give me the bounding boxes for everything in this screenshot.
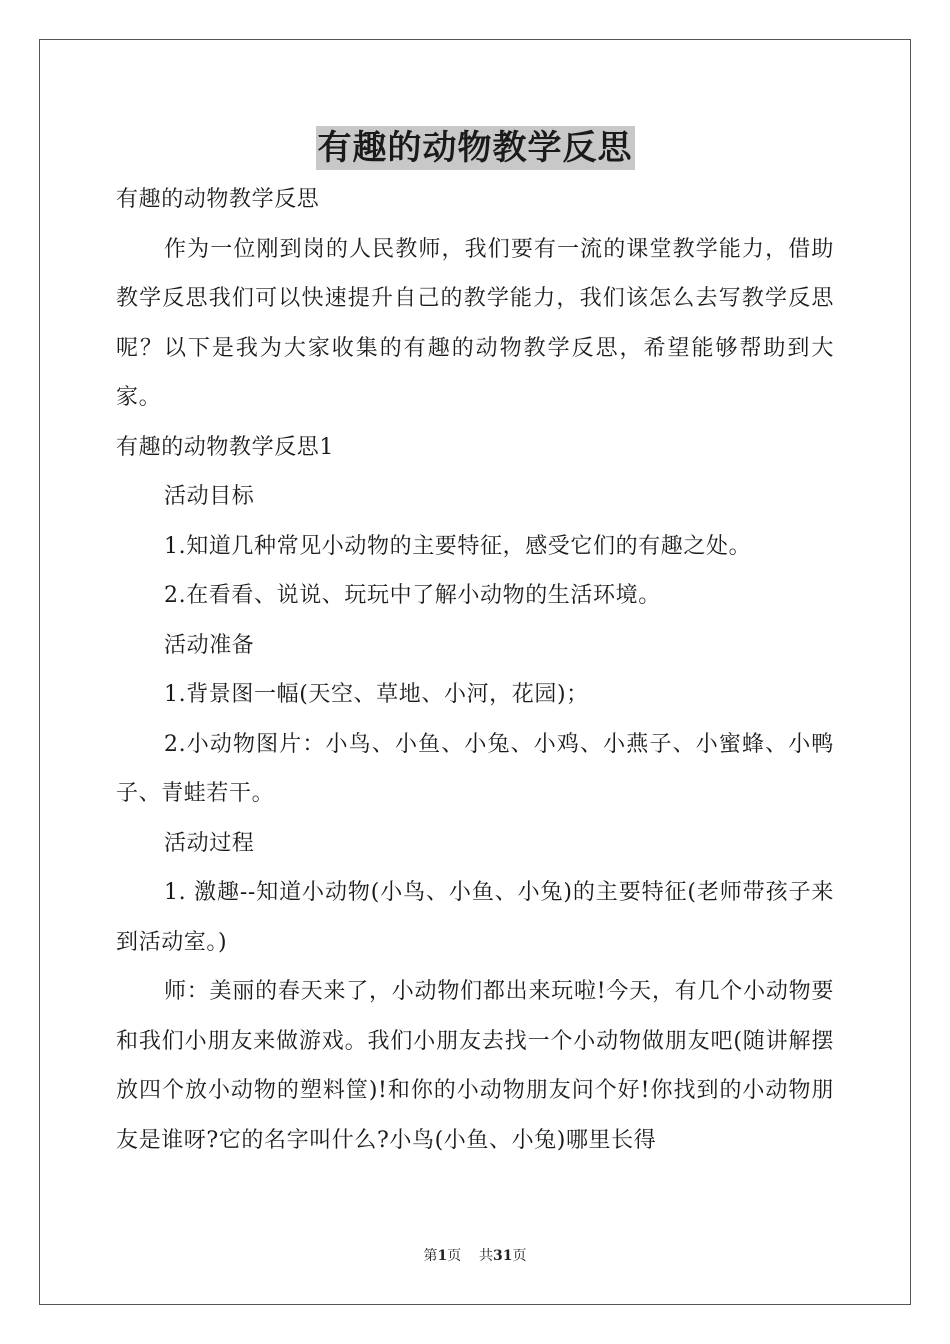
title-container	[0, 126, 950, 170]
page-suffix: 页	[447, 1248, 462, 1264]
document-title: 有趣的动物教学反思	[317, 128, 633, 168]
paragraph-3: 活动目标	[164, 484, 255, 509]
page-prefix: 第	[423, 1248, 438, 1264]
paragraph-10: 1. 激趣--知道小动物(小鸟、小鱼、小兔)的主要特征(老师带孩子来到活动室。)	[116, 880, 834, 955]
paragraph-6: 活动准备	[164, 632, 255, 658]
paragraph-9: 活动过程	[164, 830, 255, 856]
page-number: 1	[437, 1248, 448, 1264]
page-footer	[0, 1245, 950, 1265]
paragraph-5: 2.在看看、说说、玩玩中了解小动物的生活环境。	[164, 583, 661, 608]
paragraph-8: 2.小动物图片：小鸟、小鱼、小兔、小鸡、小燕子、小蜜蜂、小鸭子、青蛙若干。	[116, 731, 834, 806]
total-prefix: 共	[479, 1248, 494, 1264]
total-pages: 31	[493, 1248, 513, 1264]
document-body	[116, 175, 834, 1165]
paragraph-0: 有趣的动物教学反思	[116, 187, 320, 212]
total-suffix: 页	[512, 1248, 527, 1264]
paragraph-2: 有趣的动物教学反思1	[116, 434, 334, 460]
paragraph-7: 1.背景图一幅(天空、草地、小河，花园)；	[164, 682, 589, 707]
paragraph-1: 作为一位刚到岗的人民教师，我们要有一流的课堂教学能力，借助教学反思我们可以快速提升自己的教学能力，我们该怎么去写教学反思呢？以下是我为大家收集的有趣的动物教学反思，希望能够帮助到大家。	[116, 236, 834, 410]
paragraph-4: 1.知道几种常见小动物的主要特征，感受它们的有趣之处。	[164, 533, 752, 559]
paragraph-11: 师：美丽的春天来了，小动物们都出来玩啦!今天，有几个小动物要和我们小朋友来做游戏。我们小朋友去找一个小动物做朋友吧(随讲解摆放四个放小动物的塑料筐)!和你的小动物朋友问个好!你找到的小动物朋友是谁呀?它的名字叫什么?小鸟(小鱼、小兔)哪里长得	[116, 979, 834, 1153]
